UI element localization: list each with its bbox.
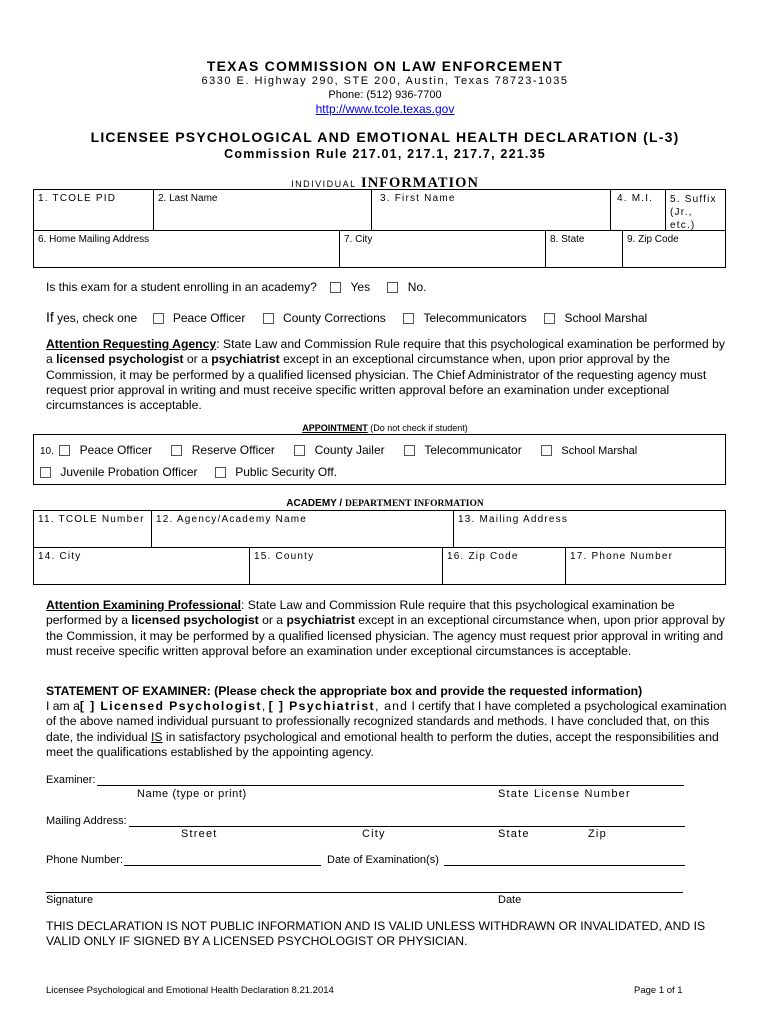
check-one-label: yes, check one: [57, 311, 138, 325]
appt-option-label: County Jailer: [314, 443, 385, 457]
appt-juvenile-probation-checkbox[interactable]: [40, 467, 51, 478]
agency-phone: Phone: (512) 936-7700: [328, 89, 442, 101]
phone-number-field[interactable]: 17. Phone Number: [570, 551, 674, 562]
signature-caption: Signature: [46, 894, 94, 906]
student-school-marshal-checkbox[interactable]: [544, 313, 555, 324]
appointment-heading: APPOINTMENT (Do not check if student): [302, 423, 468, 433]
appointment-box: [33, 434, 726, 485]
if-label: If: [46, 309, 54, 325]
attention-examiner-label: Attention Examining Professional: [46, 598, 242, 612]
attention-agency-label: Attention Requesting Agency: [46, 337, 217, 351]
individual-heading: INDIVIDUAL INFORMATION: [291, 175, 479, 191]
page-number: Page 1 of 1: [634, 985, 683, 996]
academy-row-1: [33, 510, 726, 548]
state-caption: State: [498, 828, 530, 840]
appt-public-security-checkbox[interactable]: [215, 467, 226, 478]
student-telecommunicators-checkbox[interactable]: [403, 313, 414, 324]
appt-peace-officer-checkbox[interactable]: [59, 445, 70, 456]
city-caption: City: [362, 828, 386, 840]
appt-option-label: School Marshal: [561, 445, 638, 457]
tcole-pid-field[interactable]: 1. TCOLE PID: [34, 190, 154, 230]
examiner-label: Examiner:: [46, 774, 96, 786]
student-question-row: [46, 280, 426, 294]
individual-row-1: [33, 189, 726, 231]
student-option-label: School Marshal: [564, 311, 648, 325]
student-yes-label: Yes: [350, 280, 371, 294]
student-no-checkbox[interactable]: [387, 282, 398, 293]
student-yes-checkbox[interactable]: [330, 282, 341, 293]
academy-row-2: [33, 547, 726, 585]
county-field[interactable]: 15. County: [250, 548, 443, 584]
appt-school-marshal-checkbox[interactable]: [541, 445, 552, 456]
commission-rule: Commission Rule 217.01, 217.1, 217.7, 221.35: [224, 147, 546, 161]
name-caption: Name (type or print): [137, 788, 247, 800]
appointment-row-1: [40, 443, 637, 457]
appt-option-label: Juvenile Probation Officer: [60, 465, 198, 479]
middle-initial-field[interactable]: 4. M.I.: [611, 190, 666, 230]
psychiatrist-option[interactable]: [ ] Psychiatrist: [268, 699, 376, 713]
signature-line[interactable]: [46, 892, 683, 893]
city-field[interactable]: 7. City: [340, 231, 546, 267]
home-address-field[interactable]: 6. Home Mailing Address: [34, 231, 340, 267]
appointment-row-2: [40, 465, 337, 479]
student-option-label: Peace Officer: [172, 311, 246, 325]
appt-option-label: Telecommunicator: [424, 443, 522, 457]
suffix-field[interactable]: 5. Suffix (Jr., etc.): [670, 194, 717, 231]
appointment-number: 10.: [40, 446, 54, 457]
attention-agency-paragraph: Attention Requesting Agency: State Law and Commission Rule require that this psychological examination be performed by a licensed psychologist or a psychiatrist except in an exceptional circumstance when, upon prior approval by the Commission, it may be performed by a qualified licensed physician. The Chief Administrator of the requesting agency must request prior approval in writing and must receive specific written approval before an examination under exceptional circumstances is acceptable.: [46, 337, 725, 413]
mailing-address-line[interactable]: [129, 826, 685, 827]
student-county-corrections-checkbox[interactable]: [263, 313, 274, 324]
zip-code-field[interactable]: 9. Zip Code: [627, 234, 679, 245]
academy-mailing-address-field[interactable]: 13. Mailing Address: [458, 514, 569, 525]
agency-name: TEXAS COMMISSION ON LAW ENFORCEMENT: [206, 58, 564, 74]
zip-caption: Zip: [588, 828, 607, 840]
agency-name-field[interactable]: 12. Agency/Academy Name: [152, 511, 454, 547]
student-question: Is this exam for a student enrolling in an academy?: [46, 280, 317, 294]
academy-heading: ACADEMY / DEPARTMENT INFORMATION: [286, 498, 484, 509]
form-title: LICENSEE PSYCHOLOGICAL AND EMOTIONAL HEALTH DECLARATION (L-3): [90, 129, 680, 145]
phone-line[interactable]: [124, 865, 321, 866]
agency-website-link[interactable]: http://www.tcole.texas.gov: [315, 102, 455, 116]
disclaimer: THIS DECLARATION IS NOT PUBLIC INFORMATION AND IS VALID UNLESS WITHDRAWN OR INVALIDATED, AND IS VALID ONLY IF SIGNED BY A LICENSED PSYCHOLOGIST OR PHYSICIAN.: [46, 919, 706, 948]
appt-option-label: Reserve Officer: [191, 443, 275, 457]
student-option-label: County Corrections: [283, 311, 386, 325]
statement-heading: STATEMENT OF EXAMINER: (Please check the appropriate box and provide the requested information): [46, 684, 643, 698]
appt-county-jailer-checkbox[interactable]: [294, 445, 305, 456]
appt-reserve-officer-checkbox[interactable]: [171, 445, 182, 456]
licensed-psychologist-option[interactable]: [ ] Licensed Psychologist: [79, 699, 262, 713]
student-no-label: No.: [407, 280, 427, 294]
academy-zip-field[interactable]: 16. Zip Code: [443, 548, 566, 584]
appt-telecommunicator-checkbox[interactable]: [404, 445, 415, 456]
license-caption: State License Number: [498, 788, 631, 800]
mailing-address-label: Mailing Address:: [46, 815, 127, 827]
date-caption: Date: [498, 894, 522, 906]
phone-label: Phone Number:: [46, 854, 124, 866]
agency-address: 6330 E. Highway 290, STE 200, Austin, Texas 78723-1035: [201, 75, 569, 87]
appt-option-label: Peace Officer: [79, 443, 153, 457]
statement-paragraph: I am a[ ] Licensed Psychologist, [ ] Psychiatrist, and I certify that I have completed a psychological examination of the above named individual pursuant to professionally recognized standards and methods. I have concluded that, on this date, the individual IS in satisfactory psychological and emotional health to perform the duties, accept the responsibilities and meet the qualifications established by the appointing agency.: [46, 699, 727, 759]
student-peace-officer-checkbox[interactable]: [153, 313, 164, 324]
individual-row-2: [33, 230, 726, 268]
date-exam-line[interactable]: [444, 865, 685, 866]
student-type-row: [46, 309, 647, 325]
examiner-line[interactable]: [97, 785, 684, 786]
tcole-number-field[interactable]: 11. TCOLE Number: [34, 511, 152, 547]
last-name-field[interactable]: 2. Last Name: [154, 190, 372, 230]
state-field[interactable]: 8. State: [546, 231, 623, 267]
attention-examiner-paragraph: Attention Examining Professional: State Law and Commission Rule require that this psychological examination be performed by a licensed psychologist or a psychiatrist except in an exceptional circumstance when, upon prior approval by the Commission, it may be performed by a qualified licensed physician. The agency must request prior approval in writing and must receive specific written approval before an examination under exceptional circumstances is acceptable.: [46, 598, 725, 658]
appt-option-label: Public Security Off.: [235, 465, 338, 479]
street-caption: Street: [181, 828, 218, 840]
first-name-field[interactable]: 3. First Name: [372, 190, 611, 230]
student-option-label: Telecommunicators: [423, 311, 527, 325]
date-exam-label: Date of Examination(s): [327, 854, 439, 866]
academy-city-field[interactable]: 14. City: [34, 548, 250, 584]
footer-form-id: Licensee Psychological and Emotional Health Declaration 8.21.2014: [46, 985, 334, 996]
